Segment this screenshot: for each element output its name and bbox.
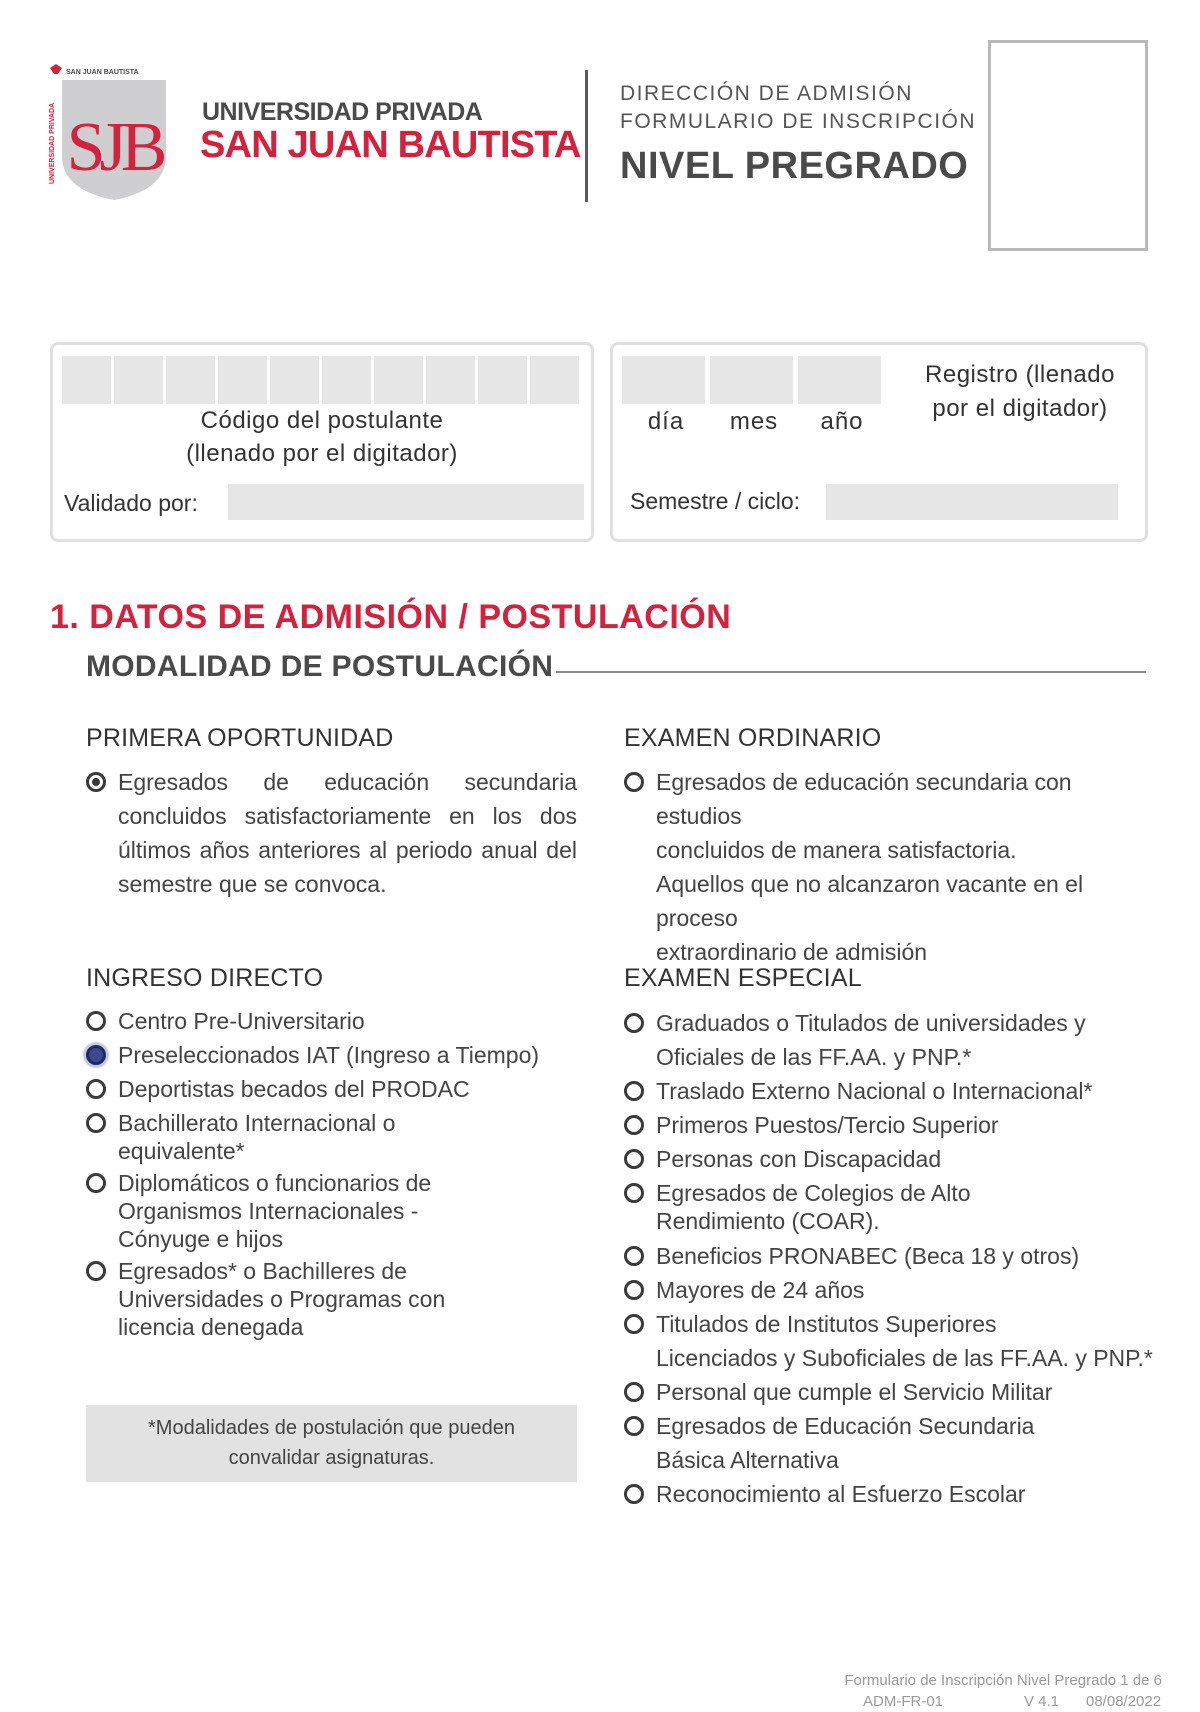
radio-icon[interactable] <box>86 1011 106 1031</box>
code-cell[interactable] <box>270 356 319 404</box>
radio-icon[interactable] <box>86 1173 106 1193</box>
option-label-line: Licenciados y Suboficiales de las FF.AA. y PNP.* <box>656 1345 1153 1371</box>
day-label: día <box>647 408 685 435</box>
option-label-line: Egresados de Educación Secundaria <box>656 1413 1035 1439</box>
option-label-line: Egresados de educación secundaria con estudios <box>656 769 1072 829</box>
subsection-rule <box>556 671 1146 673</box>
department-name: DIRECCIÓN DE ADMISIÓN <box>620 82 913 105</box>
option-label-line: Personas con Discapacidad <box>656 1146 942 1172</box>
note-line1: *Modalidades de postulación que pueden <box>148 1417 515 1439</box>
option-label-line: Básica Alternativa <box>656 1447 839 1473</box>
option-label-line: Organismos Internacionales - <box>118 1198 419 1224</box>
radio-icon[interactable] <box>624 1382 644 1402</box>
radio-icon[interactable] <box>86 1113 106 1133</box>
month-field[interactable] <box>710 356 793 404</box>
code-cell[interactable] <box>166 356 215 404</box>
radio-icon[interactable] <box>624 1280 644 1300</box>
group-title-examen-especial: EXAMEN ESPECIAL <box>624 964 862 992</box>
code-cell[interactable] <box>426 356 475 404</box>
form-name: FORMULARIO DE INSCRIPCIÓN <box>620 110 977 133</box>
note-line2: convalidar asignaturas. <box>228 1447 435 1469</box>
option-label-line: equivalente* <box>118 1138 245 1164</box>
radio-icon[interactable] <box>624 1484 644 1504</box>
radio-icon[interactable] <box>624 1183 644 1203</box>
option-label-line: Oficiales de las FF.AA. y PNP.* <box>656 1044 972 1070</box>
university-name-line1: UNIVERSIDAD PRIVADA <box>202 98 483 126</box>
option-label-line: licencia denegada <box>118 1314 304 1340</box>
logo-monogram: SJB <box>66 109 162 186</box>
option-primeros-puestos[interactable] <box>624 1108 1164 1142</box>
photo-box[interactable] <box>988 40 1148 251</box>
header-divider <box>585 70 588 202</box>
option-centro-preuniversitario[interactable] <box>86 1004 586 1038</box>
radio-icon[interactable] <box>624 1081 644 1101</box>
option-label-line: Traslado Externo Nacional o Internacional* <box>656 1078 1093 1104</box>
semester-field[interactable] <box>826 484 1118 520</box>
code-cell[interactable] <box>218 356 267 404</box>
option-label-line: Egresados de Colegios de Alto <box>656 1180 971 1206</box>
option-label-line: Egresados* o Bachilleres de <box>118 1258 407 1284</box>
registry-caption-line2: por el digitador) <box>932 395 1108 422</box>
option-graduados-titulados[interactable] <box>624 1006 1164 1074</box>
examen-especial-options <box>624 1006 1164 1511</box>
day-field[interactable] <box>622 356 705 404</box>
radio-icon[interactable] <box>86 1261 106 1281</box>
radio-icon[interactable] <box>86 1079 106 1099</box>
option-mayores-24[interactable] <box>624 1273 1164 1307</box>
radio-icon[interactable] <box>624 1416 644 1436</box>
radio-icon[interactable] <box>624 1013 644 1033</box>
code-caption-line2: (llenado por el digitador) <box>186 440 458 467</box>
option-basica-alternativa[interactable] <box>624 1409 1164 1477</box>
code-caption <box>62 404 582 470</box>
option-label-line: Aquellos que no alcanzaron vacante en el proceso <box>656 871 1084 931</box>
header-department <box>620 80 976 136</box>
option-esfuerzo-escolar[interactable] <box>624 1477 1164 1511</box>
option-label: Deportistas becados del PRODAC <box>118 1076 470 1102</box>
university-name-line2: SAN JUAN BAUTISTA <box>200 124 581 166</box>
option-label-line: Reconocimiento al Esfuerzo Escolar <box>656 1481 1026 1507</box>
option-label-line: Universidades o Programas con <box>118 1286 446 1312</box>
validated-by-field[interactable] <box>228 484 584 520</box>
group-title-ingreso-directo: INGRESO DIRECTO <box>86 964 324 992</box>
radio-icon[interactable] <box>624 1314 644 1334</box>
code-cell[interactable] <box>322 356 371 404</box>
registry-caption <box>900 358 1140 426</box>
option-label-line: Diplomáticos o funcionarios de <box>118 1170 432 1196</box>
option-label-line: Personal que cumple el Servicio Militar <box>656 1379 1053 1405</box>
code-cell[interactable] <box>62 356 111 404</box>
option-label: Centro Pre-Universitario <box>118 1008 365 1034</box>
examen-ordinario-options <box>624 765 1154 969</box>
year-label: año <box>820 408 864 435</box>
option-egresados-bachilleres[interactable] <box>86 1257 586 1341</box>
validated-by-label: Validado por: <box>64 490 198 516</box>
radio-icon[interactable] <box>624 1149 644 1169</box>
option-primera-oportunidad[interactable] <box>86 765 577 901</box>
code-cell[interactable] <box>478 356 527 404</box>
radio-icon[interactable] <box>624 1115 644 1135</box>
university-logo <box>44 64 176 204</box>
option-deportistas-prodac[interactable] <box>86 1072 586 1106</box>
code-cell[interactable] <box>530 356 579 404</box>
radio-icon[interactable] <box>624 1246 644 1266</box>
code-cell[interactable] <box>374 356 423 404</box>
option-label-line: Primeros Puestos/Tercio Superior <box>656 1112 999 1138</box>
convalidation-note <box>86 1405 577 1482</box>
option-label-line: Rendimiento (COAR). <box>656 1208 880 1234</box>
footer-date: 08/08/2022 <box>1086 1693 1162 1710</box>
registry-date-labels <box>622 408 886 436</box>
option-label-line: Mayores de 24 años <box>656 1277 865 1303</box>
registry-date-cells <box>622 356 881 404</box>
year-field[interactable] <box>798 356 881 404</box>
option-label-line: Graduados o Titulados de universidades y <box>656 1010 1086 1036</box>
option-coar[interactable] <box>624 1179 1164 1235</box>
group-title-primera-oportunidad: PRIMERA OPORTUNIDAD <box>86 724 394 752</box>
option-label: Egresados de educación secundaria concluidos satisfactoriamente en los dos últimos años anteriores al periodo anual del semestre que se convoca. <box>118 769 577 897</box>
code-caption-line1: Código del postulante <box>200 407 444 434</box>
option-diplomaticos[interactable] <box>86 1169 586 1253</box>
ingreso-directo-options <box>86 1004 586 1341</box>
option-label-line: concluidos de manera satisfactoria. <box>656 837 1017 863</box>
logo-small-text: SAN JUAN BAUTISTA <box>66 69 139 76</box>
option-label-line: extraordinario de admisión <box>656 939 928 965</box>
semester-label: Semestre / ciclo: <box>630 488 800 514</box>
option-label: Preseleccionados IAT (Ingreso a Tiempo) <box>118 1042 540 1068</box>
option-titulados-institutos[interactable] <box>624 1307 1164 1375</box>
level-title: NIVEL PREGRADO <box>620 145 969 187</box>
registry-caption-line1: Registro (llenado <box>925 361 1115 388</box>
radio-icon[interactable] <box>624 772 644 792</box>
option-preseleccionados-iat[interactable] <box>86 1038 586 1072</box>
logo-side-text: UNIVERSIDAD PRIVADA <box>49 102 56 184</box>
option-discapacidad[interactable] <box>624 1142 1164 1176</box>
option-examen-ordinario[interactable] <box>624 765 1154 969</box>
option-pronabec[interactable] <box>624 1239 1164 1273</box>
option-label-line: Bachillerato Internacional o <box>118 1110 396 1136</box>
option-label-line: Beneficios PRONABEC (Beca 18 y otros) <box>656 1243 1080 1269</box>
option-servicio-militar[interactable] <box>624 1375 1164 1409</box>
group-title-examen-ordinario: EXAMEN ORDINARIO <box>624 724 882 752</box>
applicant-code-cells <box>62 356 579 404</box>
section-title: 1. DATOS DE ADMISIÓN / POSTULACIÓN <box>50 598 732 636</box>
option-label-line: Cónyuge e hijos <box>118 1226 283 1252</box>
option-bachillerato-internacional[interactable] <box>86 1109 586 1165</box>
code-cell[interactable] <box>114 356 163 404</box>
footer-page-info: Formulario de Inscripción Nivel Pregrado 1 de 6 <box>844 1672 1162 1689</box>
footer-version: V 4.1 <box>1024 1693 1060 1710</box>
radio-marked-icon[interactable] <box>86 1045 106 1065</box>
radio-checked-icon[interactable] <box>86 772 106 792</box>
month-label: mes <box>729 408 779 435</box>
footer-form-code: ADM-FR-01 <box>863 1693 944 1710</box>
primera-oportunidad-options <box>86 765 577 901</box>
option-traslado-externo[interactable] <box>624 1074 1164 1108</box>
subsection-title: MODALIDAD DE POSTULACIÓN <box>86 650 554 683</box>
option-label-line: Titulados de Institutos Superiores <box>656 1311 997 1337</box>
